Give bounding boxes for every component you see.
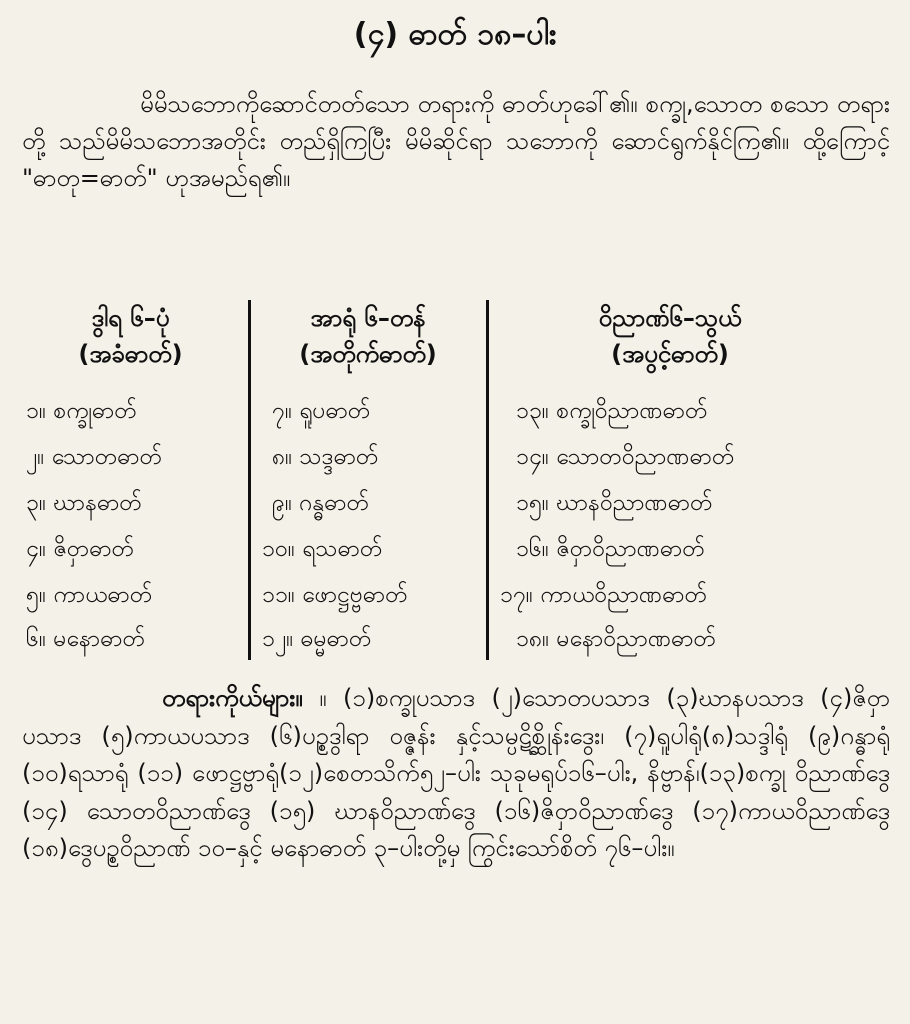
column-1-item: ၅။ ကာယဓာတ် xyxy=(26,582,153,608)
column-2-heading xyxy=(258,300,478,372)
column-1-subtitle: (အခံဓာတ်) xyxy=(78,340,183,368)
column-3-title: ဝိညာဏ်၆–သွယ် xyxy=(598,304,742,332)
intro-paragraph xyxy=(22,86,890,197)
column-2-item: ၉။ ဂန္ဓဓာတ် xyxy=(272,490,370,516)
column-divider xyxy=(248,300,251,660)
column-1-item: ၄။ ဇိဝှာဓာတ် xyxy=(26,536,135,562)
column-3-item: ၁၅။ ဃာနဝိညာဏဓာတ် xyxy=(516,490,713,516)
column-divider xyxy=(486,300,489,660)
column-3-heading xyxy=(500,300,840,372)
column-1-title: ဒွါရ ၆–ပုံ xyxy=(91,304,170,332)
column-3-item: ၁၃။ စက္ခုဝိညာဏဓာတ် xyxy=(516,398,708,424)
column-2-item: ၁၂။ ဓမ္မဓာတ် xyxy=(262,626,372,652)
column-3-subtitle: (အပွင့်ဓာတ်) xyxy=(611,340,729,368)
column-3-item: ၁၈။ မနောဝိညာဏဓာတ် xyxy=(516,626,716,652)
column-2-item: ၁၁။ ဖောဋ္ဌဗ္ဗဓာတ် xyxy=(262,582,408,608)
footer-label: တရားကိုယ်များ။ xyxy=(162,684,303,712)
footer-paragraph xyxy=(22,680,890,868)
column-3-item: ၁၄။ သောတဝိညာဏဓာတ် xyxy=(516,444,735,470)
page-title: (၄) ဓာတ် ၁၈–ပါး xyxy=(353,17,557,52)
column-1-item: ၂။ သောတဓာတ် xyxy=(26,444,163,470)
column-3-item: ၁၆။ ဇိဝှာဝိညာဏဓာတ် xyxy=(516,536,705,562)
footer-text: ။ (၁)စက္ခုပသာဒ (၂)သောတပသာဒ (၃)ဃာနပသာဒ (၄)ဇိဝှာပသာဒ (၅)ကာယပသာဒ (၆)ပဥ္စဒွါရာ ဝဇ္ဇန်း နှင့်သမ္ပဋိစ္ဆိုန်းဒွေး၊ (၇)ရူပါရုံ(၈)သဒ္ဒါရုံ (၉)ဂန္ဓာရုံ (၁၀)ရသာရုံ (၁၁) ဖောဋ္ဌဗ္ဗာရုံ(၁၂)စေတသိက်၅၂–ပါး သုခုမရုပ်၁၆–ပါး, နိဗ္ဗာန်၊(၁၃)စက္ခု ဝိညာဏ်ဒွေ (၁၄) သောတဝိညာဏ်ဒွေ (၁၅) ဃာနဝိညာဏ်ဒွေ (၁၆)ဇိဝှာဝိညာဏ်ဒွေ (၁၇)ကာယဝိညာဏ်ဒွေ (၁၈)ဒွေပဥ္စဝိညာဏ် ၁၀–နှင့် မနောဓာတ် ၃–ပါးတို့မှ ကြွင်းသော်စိတ် ၇၆–ပါး။ xyxy=(22,684,890,862)
column-1-item: ၃။ ဃာနဓာတ် xyxy=(26,490,142,516)
column-1-item: ၆။ မနောဓာတ် xyxy=(26,626,145,652)
column-2-title: အာရုံ ၆–တန် xyxy=(310,304,426,332)
column-1-item: ၁။ စက္ခုဓာတ် xyxy=(26,398,137,424)
column-2-item: ၈။ သဒ္ဒဓာတ် xyxy=(272,444,379,470)
intro-text: မိမိသဘောကိုဆောင်တတ်သော တရားကို ဓာတ်ဟုခေါ်၏။ စက္ခု,သောတ စသော တရားတို့ သည်မိမိသဘောအတိုင်း တည်ရှိကြပြီး မိမိဆိုင်ရာ သဘောကို ဆောင်ရွက်နိုင်ကြ၏။ ထို့ကြောင့် "ဓာတု=ဓာတ်" ဟုအမည်ရ၏။ xyxy=(22,90,890,192)
column-2-item: ၇။ ရူပဓာတ် xyxy=(272,398,371,424)
column-1-heading xyxy=(18,300,243,372)
column-3-item: ၁၇။ ကာယဝိညာဏဓာတ် xyxy=(500,582,708,608)
column-2-subtitle: (အတိုက်ဓာတ်) xyxy=(299,340,437,368)
column-2-item: ၁၀။ ရသဓာတ် xyxy=(262,536,383,562)
